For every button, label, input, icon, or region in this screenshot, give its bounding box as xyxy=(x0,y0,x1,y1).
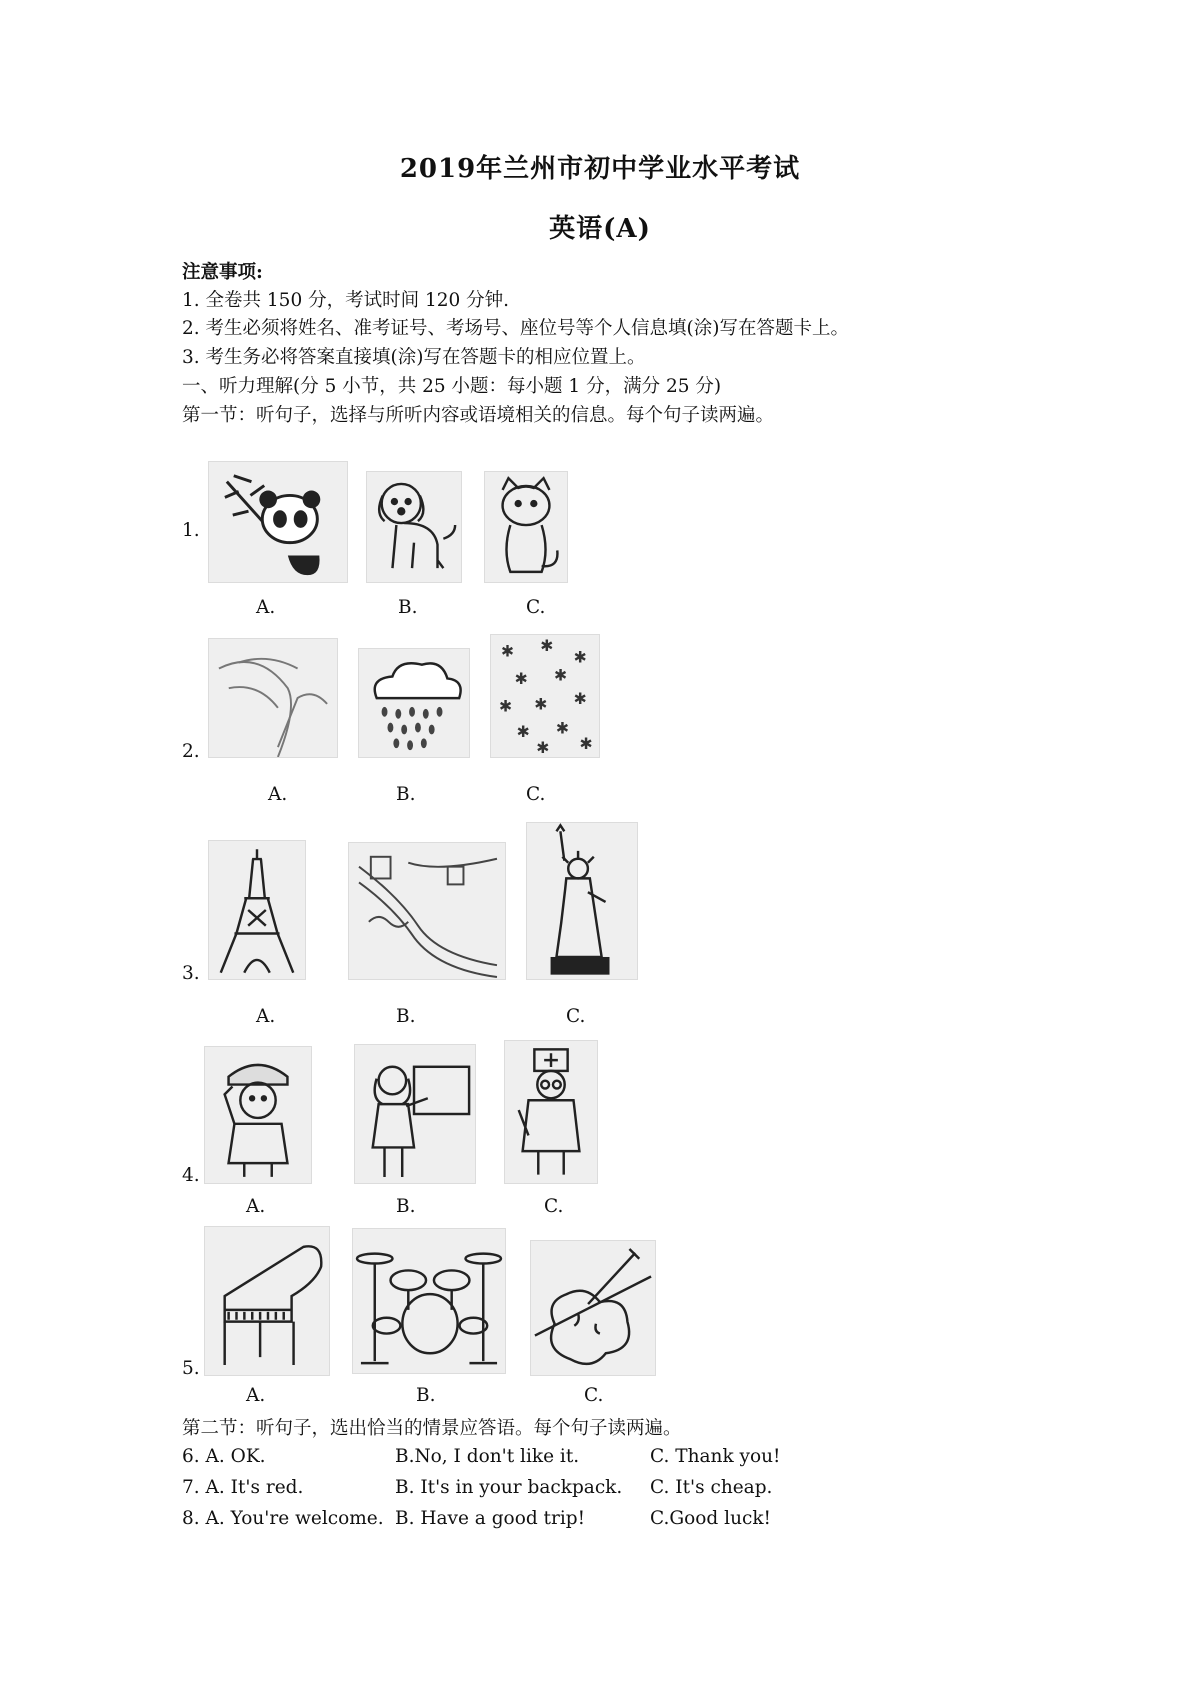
option-letter: B. xyxy=(396,784,416,805)
option-letter: A. xyxy=(268,784,288,805)
part-two-instruction: 第二节：听句子，选出恰当的情景应答语。每个句子读两遍。 xyxy=(182,1418,682,1439)
question-number: 1. xyxy=(182,520,200,541)
response-option-b: B.No, I don't like it. xyxy=(395,1446,580,1467)
svg-text:✱: ✱ xyxy=(540,635,554,655)
puppy-icon xyxy=(366,471,462,583)
great-wall-icon xyxy=(348,842,506,980)
option-letter: B. xyxy=(398,597,418,618)
exam-title: 2019年兰州市初中学业水平考试 xyxy=(399,154,801,184)
response-option-b: B. It's in your backpack. xyxy=(395,1477,623,1498)
response-option-b: B. Have a good trip! xyxy=(395,1508,586,1529)
statue-of-liberty-icon xyxy=(526,822,638,980)
svg-text:✱: ✱ xyxy=(553,665,567,685)
violin-icon xyxy=(530,1240,656,1376)
option-letter: B. xyxy=(396,1006,416,1027)
section-title: 一、听力理解(分 5 小节，共 25 小题：每小题 1 分，满分 25 分) xyxy=(182,376,722,397)
option-letter: C. xyxy=(584,1385,604,1406)
response-option-c: C. Thank you! xyxy=(650,1446,781,1467)
option-letter: C. xyxy=(544,1196,564,1217)
eiffel-tower-icon xyxy=(208,840,306,980)
response-option-a: 6. A. OK. xyxy=(182,1446,266,1467)
question-number: 2. xyxy=(182,741,200,762)
option-letter: A. xyxy=(256,1006,276,1027)
question-number: 3. xyxy=(182,963,200,984)
response-option-c: C.Good luck! xyxy=(650,1508,771,1529)
svg-text:✱: ✱ xyxy=(534,694,548,714)
response-option-a: 8. A. You're welcome. xyxy=(182,1508,384,1529)
svg-text:✱: ✱ xyxy=(536,737,550,757)
option-letter: A. xyxy=(256,597,276,618)
option-letter: C. xyxy=(526,597,546,618)
piano-icon xyxy=(204,1226,330,1376)
svg-text:✱: ✱ xyxy=(579,734,593,754)
svg-text:✱: ✱ xyxy=(500,641,514,661)
part-one-instruction: 第一节：听句子，选择与所听内容或语境相关的信息。每个句子读两遍。 xyxy=(182,405,775,426)
note-item-2: 2. 考生必须将姓名、准考证号、考场号、座位号等个人信息填(涂)写在答题卡上。 xyxy=(182,318,849,339)
doctor-icon xyxy=(504,1040,598,1184)
response-option-c: C. It's cheap. xyxy=(650,1477,773,1498)
option-letter: B. xyxy=(416,1385,436,1406)
question-number: 4. xyxy=(182,1165,200,1186)
option-letter: A. xyxy=(246,1196,266,1217)
police-officer-icon xyxy=(204,1046,312,1184)
wind-icon xyxy=(208,638,338,758)
svg-text:✱: ✱ xyxy=(555,718,569,738)
drum-kit-icon xyxy=(352,1228,506,1374)
teacher-icon xyxy=(354,1044,476,1184)
exam-subtitle: 英语(A) xyxy=(549,214,651,244)
svg-text:✱: ✱ xyxy=(516,722,530,742)
kitten-icon xyxy=(484,471,568,583)
note-item-1: 1. 全卷共 150 分，考试时间 120 分钟. xyxy=(182,290,510,311)
option-letter: B. xyxy=(396,1196,416,1217)
notes-heading: 注意事项: xyxy=(182,262,263,283)
response-option-a: 7. A. It's red. xyxy=(182,1477,304,1498)
option-letter: C. xyxy=(526,784,546,805)
panda-icon xyxy=(208,461,348,583)
svg-text:✱: ✱ xyxy=(573,688,587,708)
snow-icon xyxy=(490,634,600,758)
note-item-3: 3. 考生务必将答案直接填(涂)写在答题卡的相应位置上。 xyxy=(182,347,646,368)
svg-text:✱: ✱ xyxy=(498,696,513,716)
option-letter: A. xyxy=(246,1385,266,1406)
question-number: 5. xyxy=(182,1358,200,1379)
option-letter: C. xyxy=(566,1006,586,1027)
svg-text:✱: ✱ xyxy=(573,647,587,667)
rain-cloud-icon xyxy=(358,648,470,758)
svg-text:✱: ✱ xyxy=(514,669,528,689)
